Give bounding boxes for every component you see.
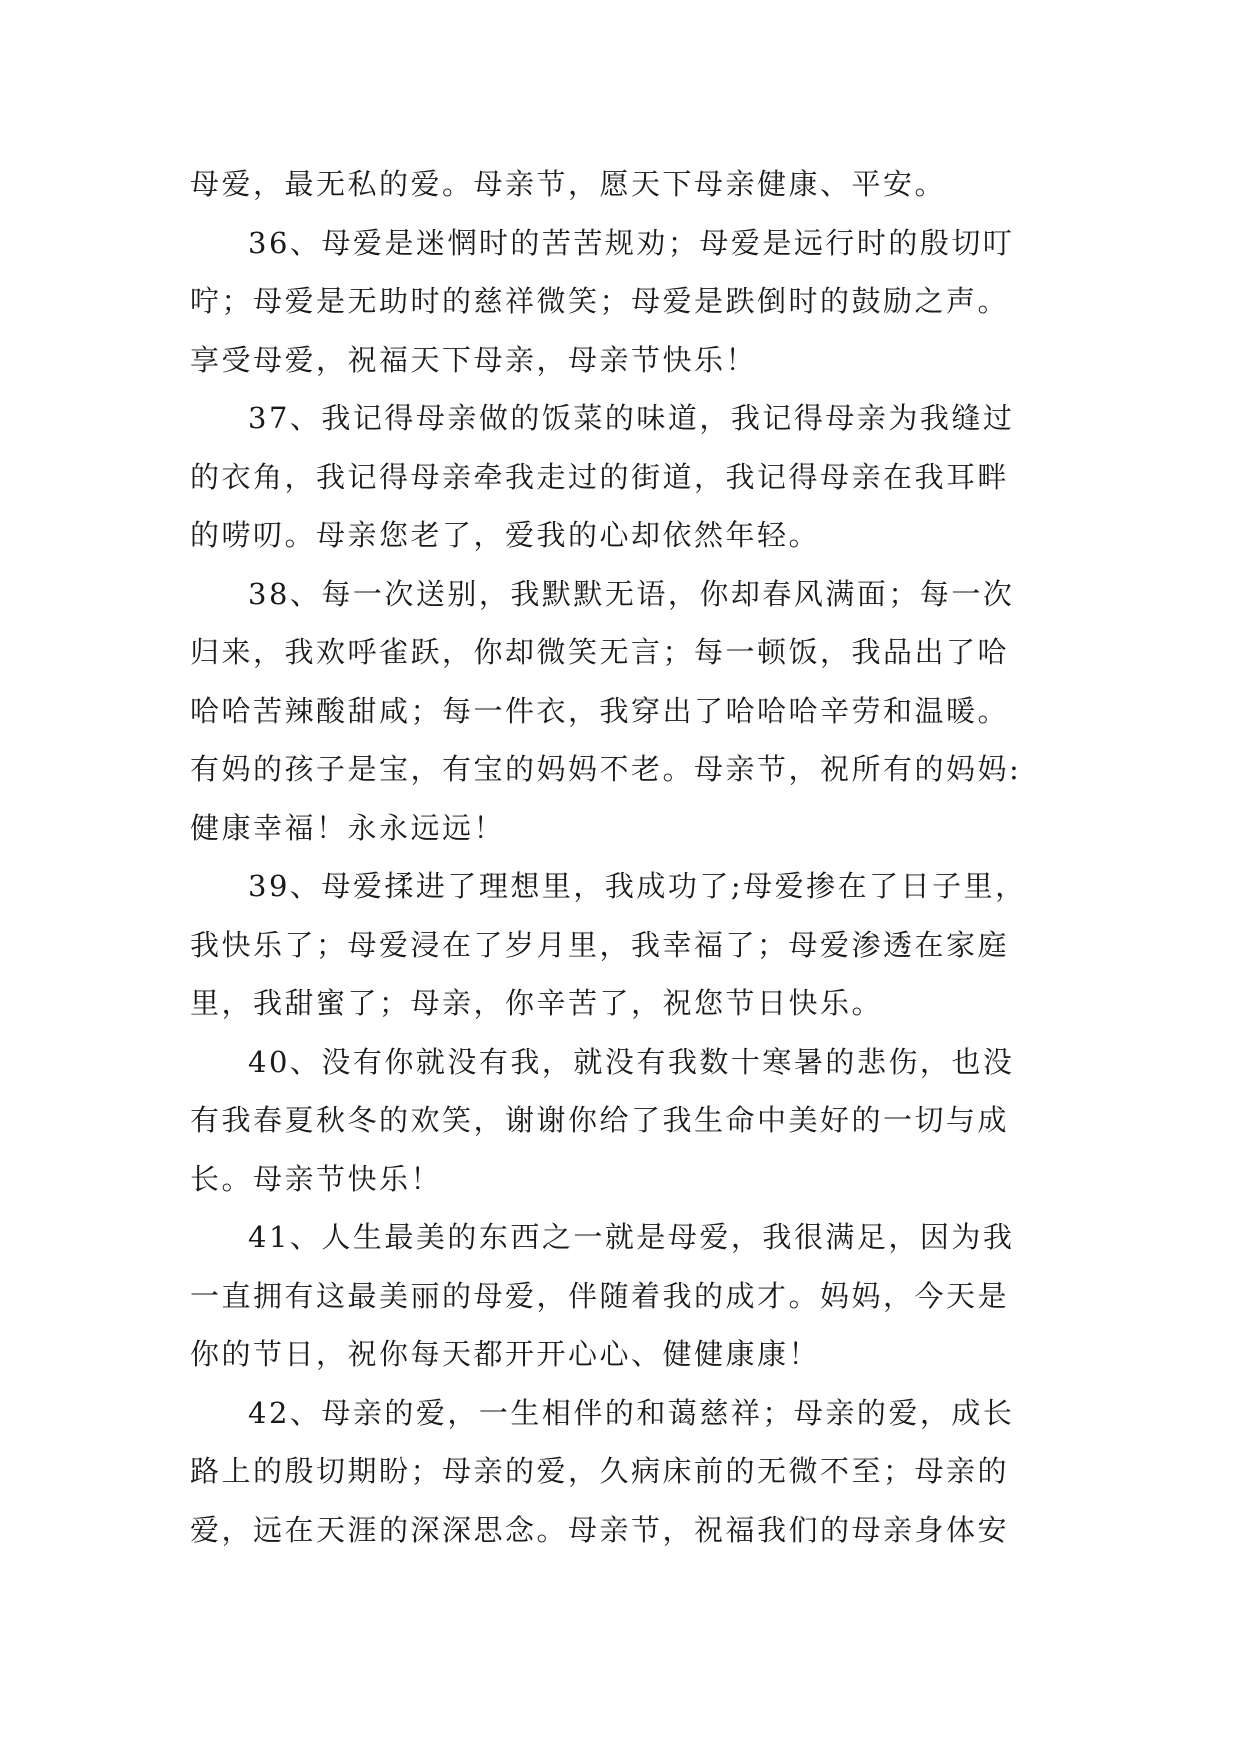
text-line: 有我春夏秋冬的欢笑，谢谢你给了我生命中美好的一切与成 [190, 1103, 1010, 1137]
text-line: 路上的殷切期盼；母亲的爱，久病床前的无微不至；母亲的 [190, 1454, 1010, 1488]
paragraph [190, 389, 1070, 565]
text-line: 42、母亲的爱，一生相伴的和蔼慈祥；母亲的爱，成长 [248, 1395, 1015, 1430]
text-line: 哈哈苦辣酸甜咸；每一件衣，我穿出了哈哈哈辛劳和温暖。 [190, 693, 1010, 728]
text-line: 37、我记得母亲做的饭菜的味道，我记得母亲为我缝过 [248, 401, 1015, 435]
paragraph [190, 214, 1070, 390]
text-line: 的衣角，我记得母亲牵我走过的街道，我记得母亲在我耳畔 [190, 459, 1010, 494]
text-line: 爱，远在天涯的深深思念。母亲节，祝福我们的母亲身体安 [190, 1512, 1010, 1547]
paragraph [190, 857, 1070, 1033]
text-line: 享受母爱，祝福天下母亲，母亲节快乐！ [190, 342, 758, 377]
text-line: 咛；母爱是无助时的慈祥微笑；母爱是跌倒时的鼓励之声。 [190, 284, 1010, 318]
text-line: 的唠叨。母亲您老了，爱我的心却依然年轻。 [190, 518, 821, 552]
text-line: 归来，我欢呼雀跃，你却微笑无言；每一顿饭，我品出了哈 [190, 635, 1010, 669]
text-line: 38、每一次送别，我默默无语，你却春风满面；每一次 [248, 576, 1015, 611]
text-line: 健康幸福！永永远远！ [190, 810, 506, 845]
text-line: 里，我甜蜜了；母亲，你辛苦了，祝您节日快乐。 [190, 986, 884, 1020]
text-line: 我快乐了；母爱浸在了岁月里，我幸福了；母爱渗透在家庭 [190, 927, 1010, 962]
text-line: 你的节日，祝你每天都开开心心、健健康康！ [190, 1337, 821, 1371]
paragraph [190, 565, 1070, 858]
paragraph [190, 1384, 1070, 1560]
text-line: 有妈的孩子是宝，有宝的妈妈不老。母亲节，祝所有的妈妈: [190, 752, 1022, 786]
text-line: 母爱，最无私的爱。母亲节，愿天下母亲健康、平安。 [190, 167, 947, 201]
text-line: 长。母亲节快乐！ [190, 1161, 443, 1196]
document-body [190, 155, 1070, 1559]
text-line: 40、没有你就没有我，就没有我数十寒暑的悲伤，也没 [248, 1044, 1015, 1079]
text-line: 39、母爱揉进了理想里，我成功了;母爱掺在了日子里， [248, 869, 1027, 903]
text-line: 41、人生最美的东西之一就是母爱，我很满足，因为我 [248, 1220, 1015, 1254]
paragraph [190, 1033, 1070, 1209]
paragraph [190, 155, 1070, 214]
text-line: 36、母爱是迷惘时的苦苦规劝；母爱是远行时的殷切叮 [248, 225, 1015, 260]
text-line: 一直拥有这最美丽的母爱，伴随着我的成才。妈妈，今天是 [190, 1278, 1010, 1313]
paragraph [190, 1208, 1070, 1384]
